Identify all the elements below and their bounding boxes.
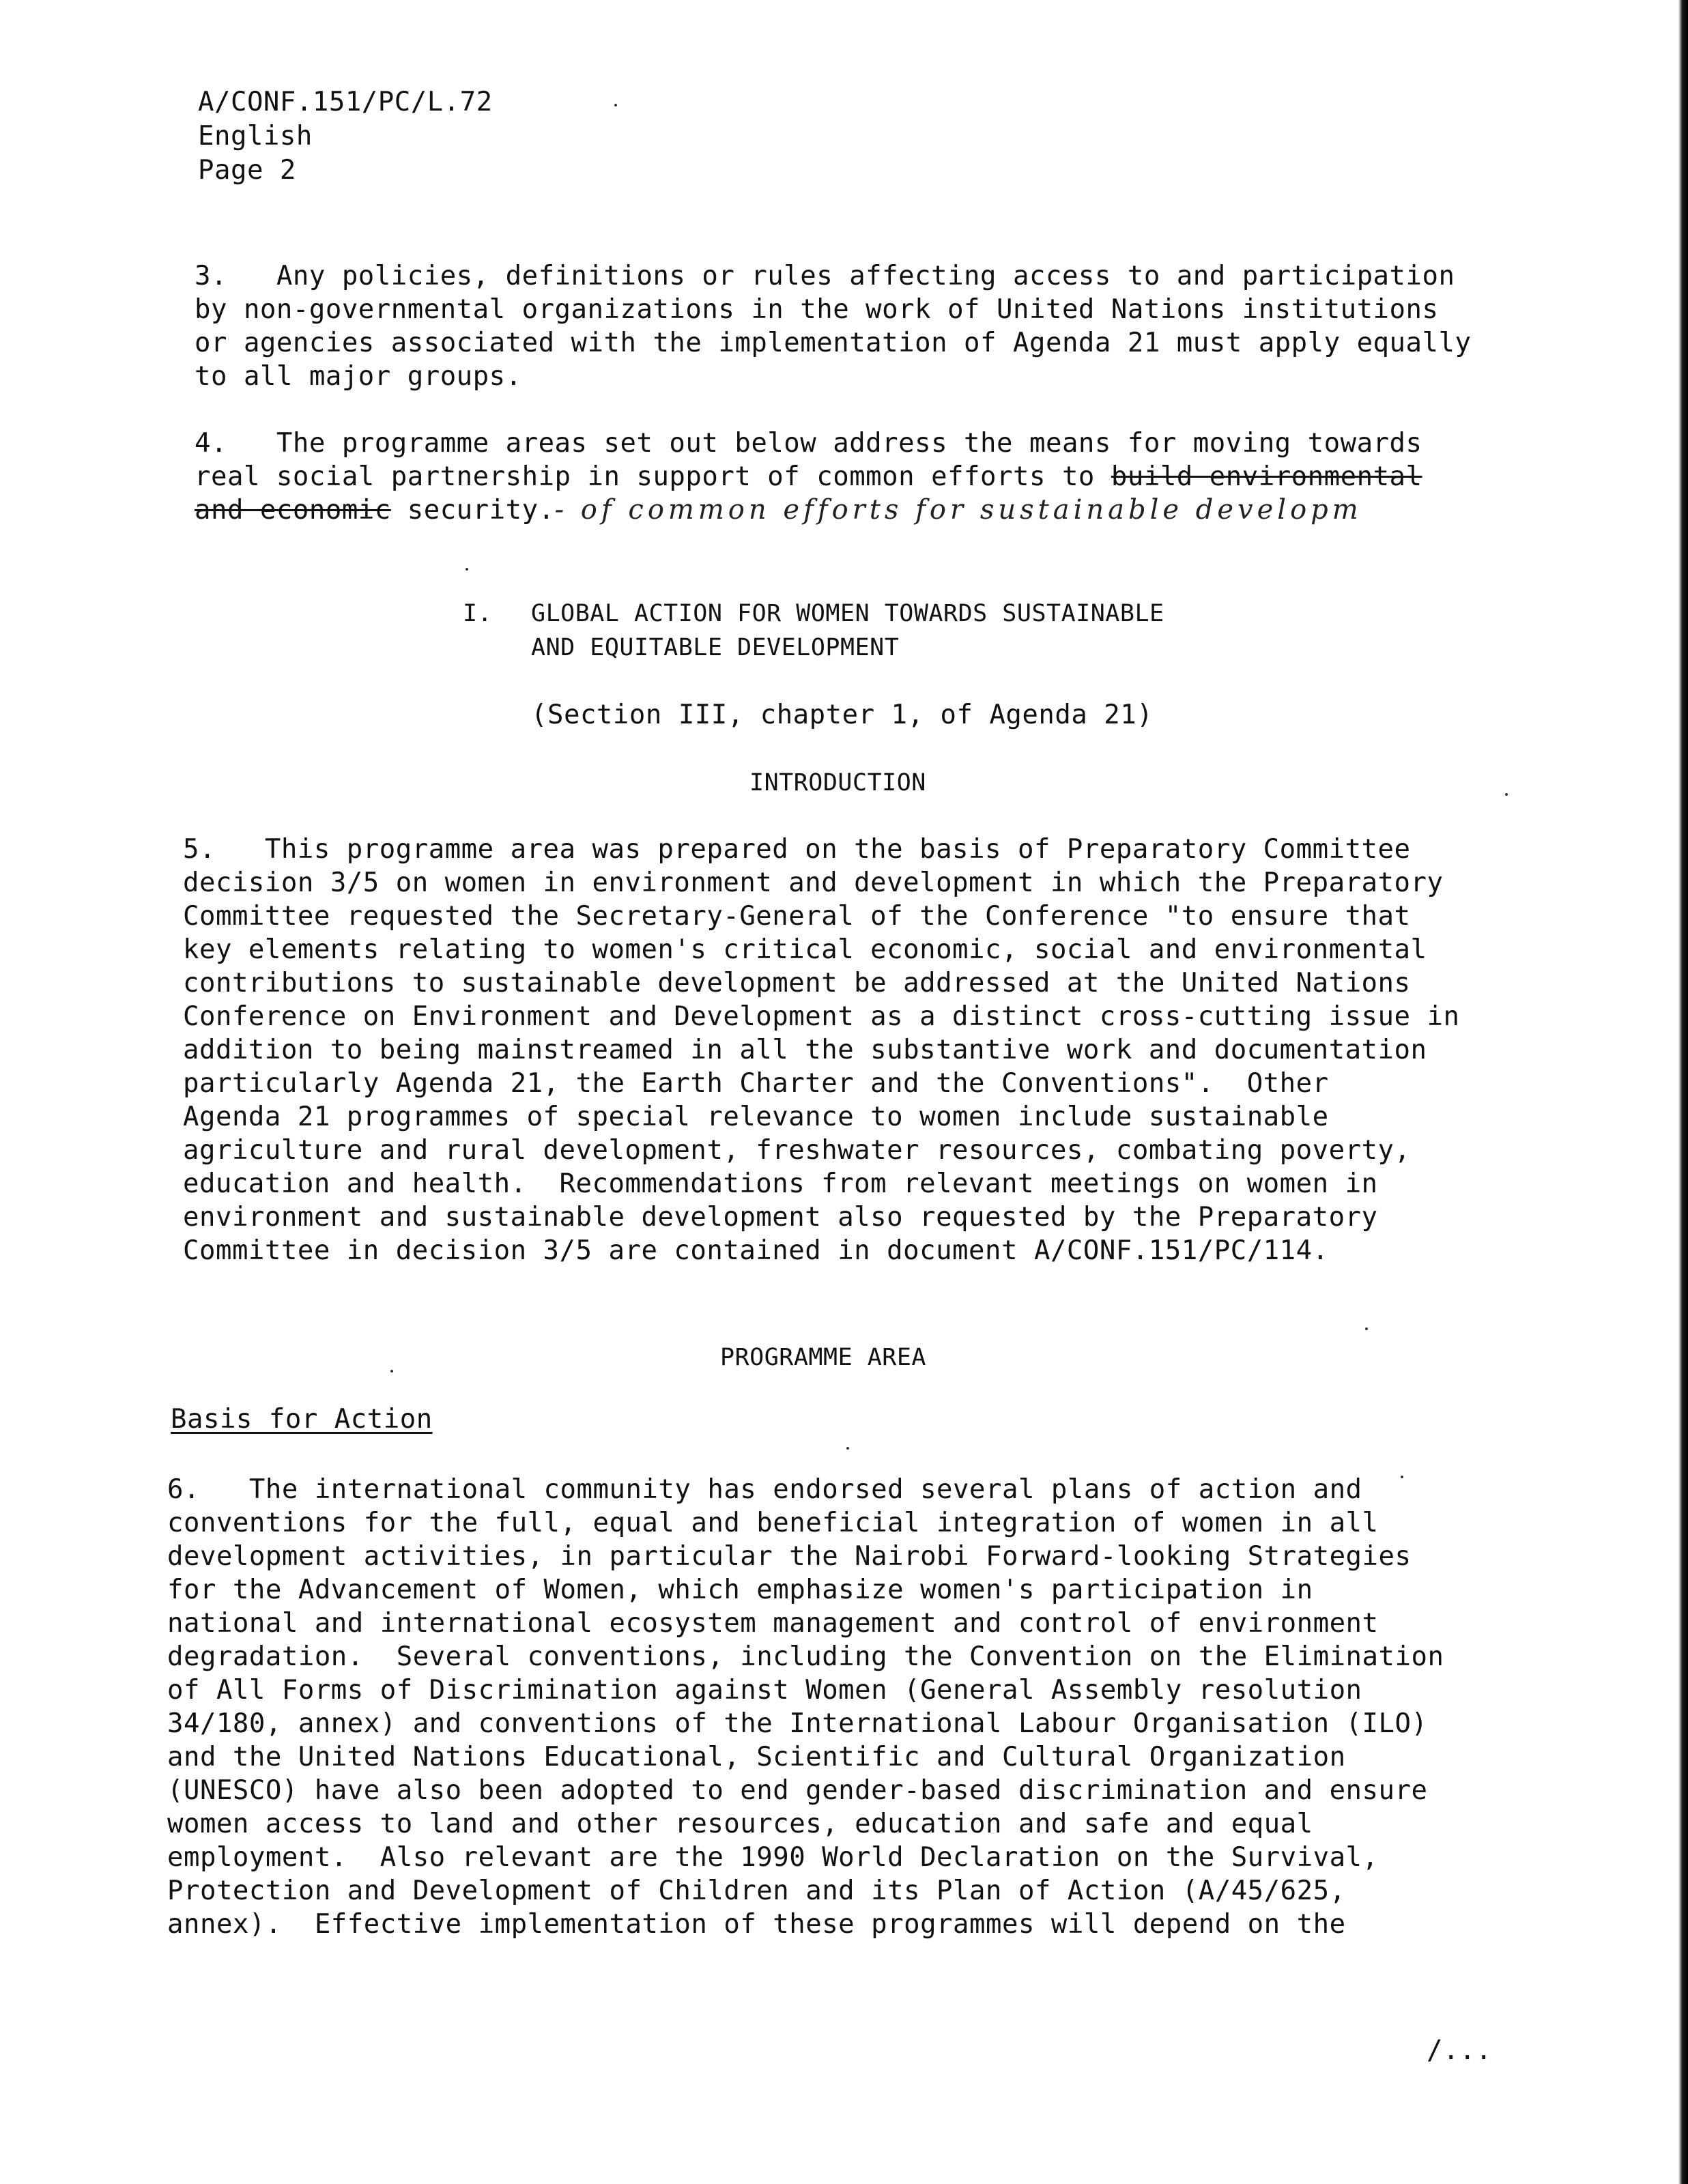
scan-speck — [1505, 793, 1508, 796]
paragraph-line: and the United Nations Educational, Scientific and Cultural Organization — [167, 1742, 1346, 1772]
scan-speck — [466, 568, 468, 571]
handwritten-insertion: - of common efforts for sustainable developm — [554, 494, 1362, 526]
scan-speck — [1401, 1476, 1403, 1478]
document-symbol: A/CONF.151/PC/L.72 — [198, 87, 493, 117]
paragraph-line: Protection and Development of Children and its Plan of Action (A/45/625, — [167, 1876, 1346, 1906]
paragraph-line: decision 3/5 on women in environment and development in which the Preparatory — [183, 867, 1444, 898]
section-title-line-2: AND EQUITABLE DEVELOPMENT — [531, 634, 900, 661]
paragraph-line: to all major groups. — [195, 361, 522, 392]
paragraph-line: of All Forms of Discrimination against Women (General Assembly resolution — [167, 1675, 1362, 1706]
scan-speck — [846, 1447, 849, 1450]
page-number: Page 2 — [198, 155, 296, 186]
paragraph-line: 34/180, annex) and conventions of the International Labour Organisation (ILO) — [167, 1708, 1428, 1739]
scan-edge-bar — [1678, 0, 1688, 2184]
paragraph-text: security. — [390, 495, 555, 526]
paragraph-6 — [167, 1473, 1519, 1941]
paragraph-line: Committee in decision 3/5 are contained in document A/CONF.151/PC/114. — [183, 1235, 1329, 1266]
section-number: I. — [463, 600, 493, 627]
paragraph-line: women access to land and other resources, education and safe and equal — [167, 1809, 1313, 1839]
paragraph-line: education and health. Recommendations from relevant meetings on women in — [183, 1168, 1378, 1199]
paragraph-line: contributions to sustainable development be addressed at the United Nations — [183, 968, 1411, 998]
paragraph-text: real social partnership in support of common efforts to — [195, 461, 1111, 492]
paragraph-line: 4. The programme areas set out below address the means for moving towards — [195, 428, 1422, 459]
paragraph-line: Agenda 21 programmes of special relevance to women include sustainable — [183, 1102, 1329, 1132]
struck-text: and economic — [195, 495, 391, 526]
paragraph-line: environment and sustainable development also requested by the Preparatory — [183, 1202, 1378, 1233]
paragraph-line: 5. This programme area was prepared on the basis of Preparatory Committee — [183, 834, 1411, 865]
paragraph-line — [195, 493, 1546, 527]
scan-speck — [390, 1370, 393, 1373]
paragraph-line: 3. Any policies, definitions or rules affecting access to and participation — [195, 261, 1455, 291]
introduction-heading: INTRODUCTION — [749, 769, 926, 796]
paragraph-line: degradation. Several conventions, including the Convention on the Elimination — [167, 1641, 1444, 1672]
paragraph-line — [195, 460, 1546, 493]
paragraph-line: addition to being mainstreamed in all the substantive work and documentation — [183, 1035, 1427, 1065]
paragraph-5 — [183, 833, 1534, 1267]
paragraph-line: 6. The international community has endorsed several plans of action and — [167, 1474, 1362, 1505]
paragraph-line: national and international ecosystem management and control of environment — [167, 1608, 1379, 1639]
paragraph-line: key elements relating to women's critical economic, social and environmental — [183, 934, 1427, 965]
section-title-line-1: GLOBAL ACTION FOR WOMEN TOWARDS SUSTAINABLE — [531, 600, 1164, 627]
paragraph-line: Committee requested the Secretary-General of the Conference "to ensure that — [183, 901, 1411, 932]
paragraph-3 — [195, 259, 1546, 393]
paragraph-line: development activities, in particular the Nairobi Forward-looking Strategies — [167, 1541, 1412, 1572]
paragraph-line: or agencies associated with the implementation of Agenda 21 must apply equally — [195, 328, 1472, 358]
continuation-mark: /... — [1427, 2035, 1492, 2066]
section-reference: (Section III, chapter 1, of Agenda 21) — [531, 700, 1154, 730]
paragraph-line: (UNESCO) have also been adopted to end gender-based discrimination and ensure — [167, 1775, 1428, 1806]
paragraph-line: employment. Also relevant are the 1990 World Declaration on the Survival, — [167, 1842, 1379, 1873]
document-language: English — [198, 121, 313, 152]
paragraph-line: for the Advancement of Women, which emphasize women's participation in — [167, 1575, 1313, 1605]
paragraph-line: by non-governmental organizations in the work of United Nations institutions — [195, 294, 1439, 325]
programme-area-heading: PROGRAMME AREA — [720, 1344, 927, 1371]
scan-speck — [614, 104, 617, 106]
paragraph-line: agriculture and rural development, freshwater resources, combating poverty, — [183, 1135, 1411, 1166]
paragraph-line: conventions for the full, equal and beneficial integration of women in all — [167, 1508, 1379, 1538]
scan-speck — [1365, 1327, 1368, 1330]
basis-for-action-heading: Basis for Action — [171, 1404, 433, 1435]
struck-text: build environmental — [1111, 461, 1422, 492]
paragraph-4 — [195, 427, 1546, 527]
paragraph-line: particularly Agenda 21, the Earth Charter and the Conventions". Other — [183, 1068, 1329, 1099]
paragraph-line: Conference on Environment and Development as a distinct cross-cutting issue in — [183, 1001, 1460, 1032]
paragraph-line: annex). Effective implementation of these programmes will depend on the — [167, 1909, 1346, 1940]
